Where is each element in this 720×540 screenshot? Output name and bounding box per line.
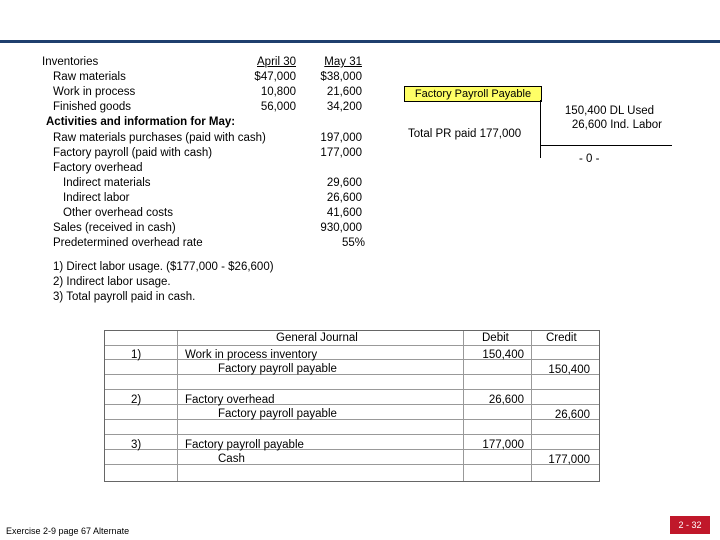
entry-debit: 26,600	[488, 394, 524, 406]
activity-label: Predetermined overhead rate	[53, 237, 203, 249]
entry-debit: 177,000	[482, 439, 524, 451]
col-april-header: April 30	[257, 56, 296, 68]
t-account-credit: 150,400 DL Used	[564, 105, 654, 117]
t-account-title: Factory Payroll Payable	[404, 86, 542, 102]
entry-credit: 177,000	[548, 454, 590, 466]
inventory-april: 10,800	[260, 86, 296, 98]
t-account-divider	[540, 100, 541, 158]
journal-credit-header: Credit	[546, 332, 577, 344]
activity-value: 26,600	[326, 192, 362, 204]
activity-label: Indirect materials	[63, 177, 151, 189]
entry-credit: 150,400	[548, 364, 590, 376]
page-number-badge: 2 - 32	[670, 516, 710, 534]
exercise-reference: Exercise 2-9 page 67 Alternate	[6, 526, 130, 536]
entry-account: Factory overhead	[185, 394, 275, 406]
t-account-balance: - 0 -	[579, 153, 600, 165]
t-account-credit: 26,600 Ind. Labor	[571, 119, 662, 131]
activity-value: 177,000	[320, 147, 362, 159]
activity-label: Factory payroll (paid with cash)	[53, 147, 213, 159]
activities-heading: Activities and information for May:	[46, 116, 236, 128]
journal-title: General Journal	[276, 332, 358, 344]
entry-credit: 26,600	[554, 409, 590, 421]
activity-value: 930,000	[320, 222, 362, 234]
entry-number: 2)	[131, 394, 142, 406]
top-rule	[0, 40, 720, 43]
inventory-label: Finished goods	[53, 101, 131, 113]
general-journal-grid	[104, 330, 600, 482]
entry-account-credit: Factory payroll payable	[218, 408, 337, 420]
activity-label: Sales (received in cash)	[53, 222, 176, 234]
question: 2) Indirect labor usage.	[53, 276, 171, 288]
activity-label: Other overhead costs	[63, 207, 173, 219]
t-account-debit: Total PR paid 177,000	[408, 128, 522, 140]
inventory-may: 34,200	[326, 101, 362, 113]
activity-value: 29,600	[326, 177, 362, 189]
inventory-may: $38,000	[320, 71, 362, 83]
entry-account-credit: Factory payroll payable	[218, 363, 337, 375]
entry-account: Work in process inventory	[185, 349, 318, 361]
inventories-heading: Inventories	[42, 56, 99, 68]
entry-debit: 150,400	[482, 349, 524, 361]
activity-label: Raw materials purchases (paid with cash)	[53, 132, 266, 144]
entry-number: 3)	[131, 439, 142, 451]
inventory-label: Work in process	[53, 86, 136, 98]
activity-value: 41,600	[326, 207, 362, 219]
inventory-april: $47,000	[254, 71, 296, 83]
inventory-april: 56,000	[260, 101, 296, 113]
question: 1) Direct labor usage. ($177,000 - $26,600)	[53, 261, 274, 273]
question: 3) Total payroll paid in cash.	[53, 291, 196, 303]
t-account-underline	[540, 145, 672, 146]
activity-value: 55%	[341, 237, 365, 249]
activity-value: 197,000	[320, 132, 362, 144]
col-may-header: May 31	[324, 56, 362, 68]
journal-debit-header: Debit	[482, 332, 509, 344]
inventory-may: 21,600	[326, 86, 362, 98]
entry-account: Factory payroll payable	[185, 439, 304, 451]
entry-account-credit: Cash	[218, 453, 245, 465]
activity-label: Factory overhead	[53, 162, 143, 174]
activity-label: Indirect labor	[63, 192, 130, 204]
entry-number: 1)	[131, 349, 142, 361]
inventory-label: Raw materials	[53, 71, 126, 83]
